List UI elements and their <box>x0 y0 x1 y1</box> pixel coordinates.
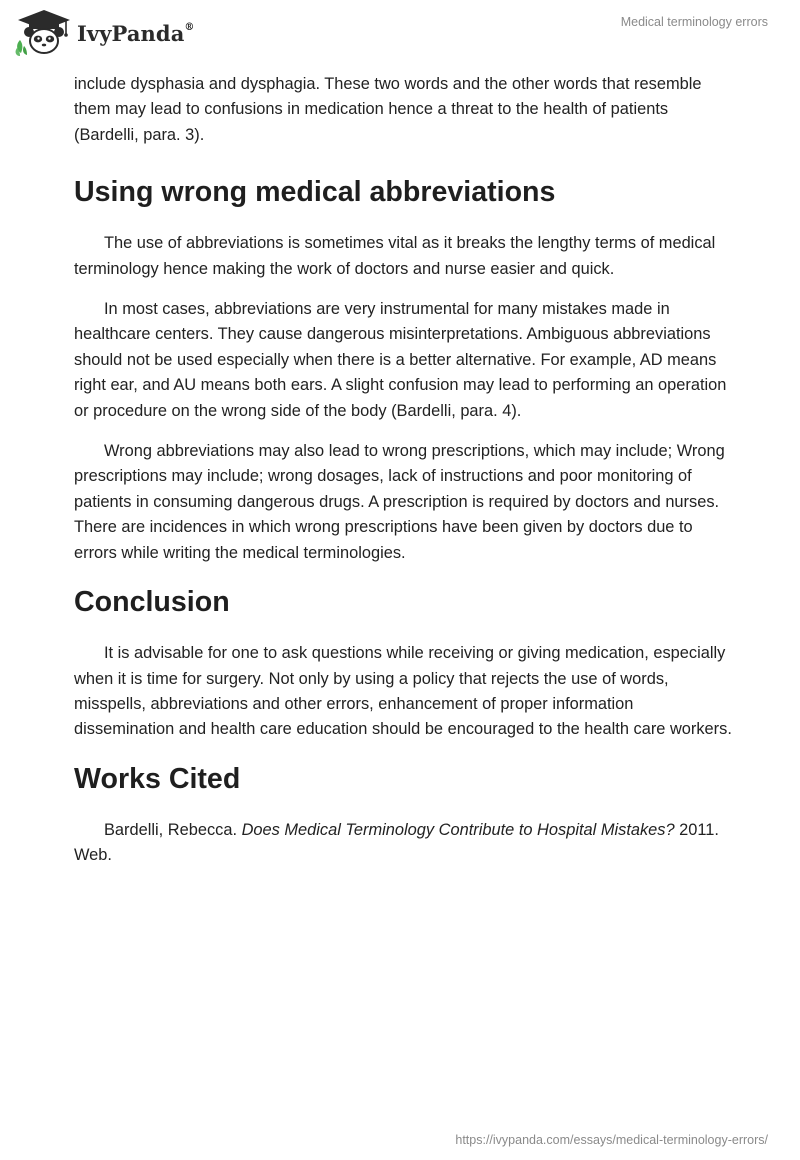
registered-mark: ® <box>184 21 195 33</box>
section-heading-works-cited: Works Cited <box>74 762 241 795</box>
document-title: Medical terminology errors <box>620 15 768 29</box>
paragraph: It is advisable for one to ask questions while receiving or giving medication, especially when it is time for surgery. Not only by using a policy that rejects the use of words, misspells, abbreviations and other errors, enhancement of proper information dissemination and health care education should be encouraged to the health care workers. <box>74 644 732 739</box>
page-header <box>0 0 800 70</box>
essay-content <box>74 72 734 869</box>
section-heading-abbreviations: Using wrong medical abbreviations <box>74 176 556 209</box>
logo-wordmark: IvyPanda® <box>77 20 195 46</box>
ivypanda-logo[interactable] <box>14 8 195 58</box>
source-url[interactable]: https://ivypanda.com/essays/medical-terminology-errors/ <box>455 1133 768 1147</box>
citation-title: Does Medical Terminology Contribute to Hospital Mistakes? <box>241 820 675 839</box>
citation-author: Bardelli, Rebecca. <box>104 820 242 839</box>
panda-logo-icon <box>14 8 74 58</box>
citation-entry <box>74 818 734 869</box>
intro-paragraph: include dysphasia and dysphagia. These two words and the other words that resemble them may lead to confusions in medication hence a threat to the health of patients (Bardelli, para. 3). <box>74 75 702 144</box>
citation-details: 2011. Web. <box>74 820 719 865</box>
paragraph: The use of abbreviations is sometimes vital as it breaks the lengthy terms of medical terminology hence making the work of doctors and nurse easier and quick. <box>74 234 716 278</box>
paragraph: In most cases, abbreviations are very instrumental for many mistakes made in healthcare centers. They cause dangerous misinterpretations. Ambiguous abbreviations should not be used especially when there is a better alternative. For example, AD means right ear, and AU means both ears. A slight confusion may lead to performing an operation or procedure on the wrong side of the body (Bardelli, para. 4). <box>74 300 727 420</box>
section-heading-conclusion: Conclusion <box>74 586 230 619</box>
paragraph: Wrong abbreviations may also lead to wrong prescriptions, which may include; Wrong prescriptions may include; wrong dosages, lack of instructions and poor monitoring of patients in consuming dangerous drugs. A prescription is required by doctors and nurses. There are incidences in which wrong prescriptions have been given by doctors due to errors while writing the medical terminologies. <box>74 442 725 562</box>
